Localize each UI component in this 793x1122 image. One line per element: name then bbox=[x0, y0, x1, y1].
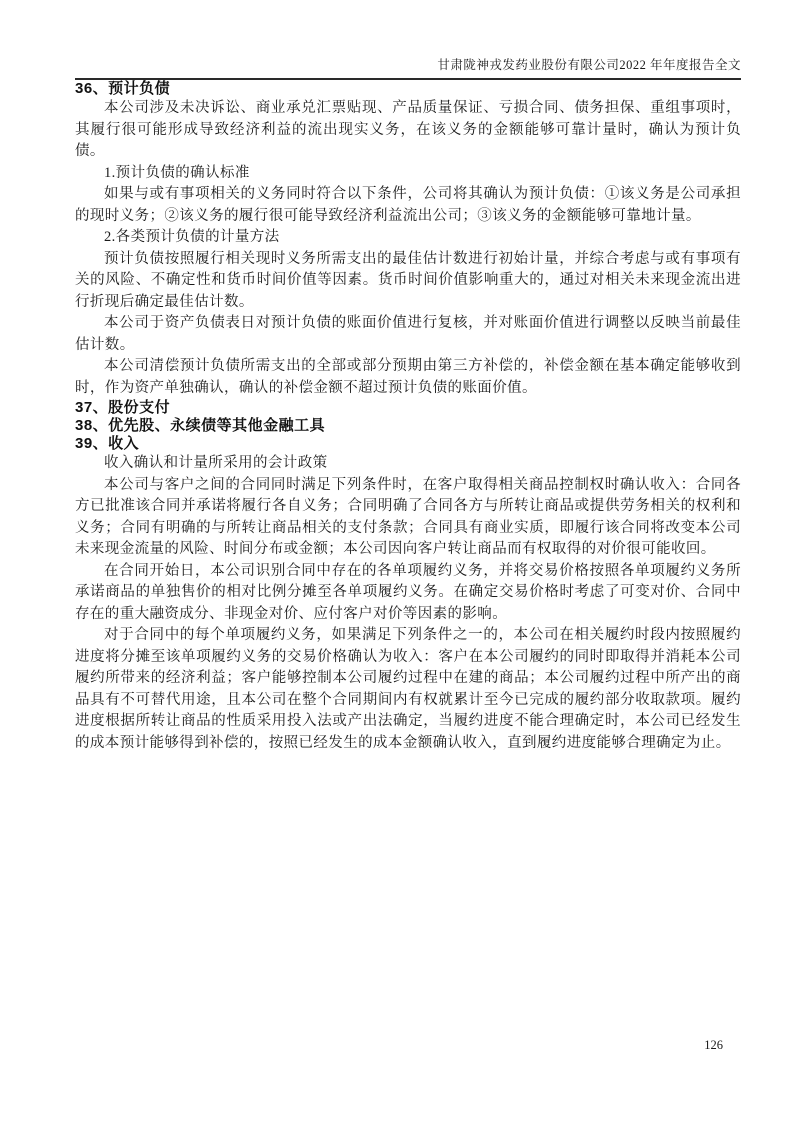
paragraph: 本公司清偿预计负债所需支出的全部或部分预期由第三方补偿的，补偿金额在基本确定能够收到时，作为资产单独确认，确认的补偿金额不超过预计负债的账面价值。 bbox=[75, 358, 741, 396]
page-content bbox=[75, 0, 741, 754]
paragraph: 对于合同中的每个单项履约义务，如果满足下列条件之一的，本公司在相关履约时段内按照履约进度将分摊至该单项履约义务的交易价格确认为收入：客户在本公司履约的同时即取得并消耗本公司履约所带来的经济利益；客户能够控制本公司履约过程中在建的商品；本公司履约过程中所产出的商品具有不可替代用途，且本公司在整个合同期间内有权就累计至今已完成的履约部分收取款项。履约进度根据所转让商品的性质采用投入法或产出法确定，当履约进度不能合理确定时，本公司已经发生的成本预计能够得到补偿的，按照已经发生的成本金额确认收入，直到履约进度能够合理确定为止。 bbox=[75, 627, 741, 751]
paragraph: 在合同开始日，本公司识别合同中存在的各单项履约义务，并将交易价格按照各单项履约义务所承诺商品的单独售价的相对比例分摊至各单项履约义务。在确定交易价格时考虑了可变对价、合同中存在的重大融资成分、非现金对价、应付客户对价等因素的影响。 bbox=[75, 562, 741, 622]
paragraph: 本公司涉及未决诉讼、商业承兑汇票贴现、产品质量保证、亏损合同、债务担保、重组事项时，其履行很可能形成导致经济利益的流出现实义务，在该义务的金额能够可靠计量时，确认为预计负债。 bbox=[75, 100, 741, 159]
paragraph: 1.预计负债的确认标准 bbox=[104, 164, 250, 181]
section-39-heading: 39、收入 bbox=[75, 435, 140, 452]
paragraph: 预计负债按照履行相关现时义务所需支出的最佳估计数进行初始计量，并综合考虑与或有事项有关的风险、不确定性和货币时间价值等因素。货币时间价值影响重大的，通过对相关未来现金流出进行折现后确定最佳估计数。 bbox=[75, 250, 741, 310]
paragraph: 本公司与客户之间的合同同时满足下列条件时，在客户取得相关商品控制权时确认收入：合同各方已批准该合同并承诺将履行各自义务；合同明确了合同各方与所转让商品或提供劳务相关的权利和义务；合同有明确的与所转让商品相关的支付条款；合同具有商业实质，即履行该合同将改变本公司未来现金流量的风险、时间分布或金额；本公司因向客户转让商品而有权取得的对价很可能收回。 bbox=[75, 476, 741, 557]
section-37-heading: 37、股份支付 bbox=[75, 399, 171, 416]
paragraph: 如果与或有事项相关的义务同时符合以下条件，公司将其确认为预计负债：①该义务是公司承担的现时义务；②该义务的履行很可能导致经济利益流出公司；③该义务的金额能够可靠地计量。 bbox=[75, 186, 741, 224]
section-38-heading: 38、优先股、永续债等其他金融工具 bbox=[75, 417, 326, 434]
section-36-heading: 36、预计负债 bbox=[75, 80, 171, 97]
page-header bbox=[75, 55, 741, 80]
revenue-policy-label: 收入确认和计量所采用的会计政策 bbox=[104, 455, 328, 471]
page-number: 126 bbox=[704, 1038, 723, 1052]
report-header-title: 甘肃陇神戎发药业股份有限公司2022 年年度报告全文 bbox=[437, 58, 741, 72]
paragraph: 2.各类预计负债的计量方法 bbox=[104, 229, 280, 245]
paragraph: 本公司于资产负债表日对预计负债的账面价值进行复核，并对账面价值进行调整以反映当前最佳估计数。 bbox=[75, 315, 741, 353]
